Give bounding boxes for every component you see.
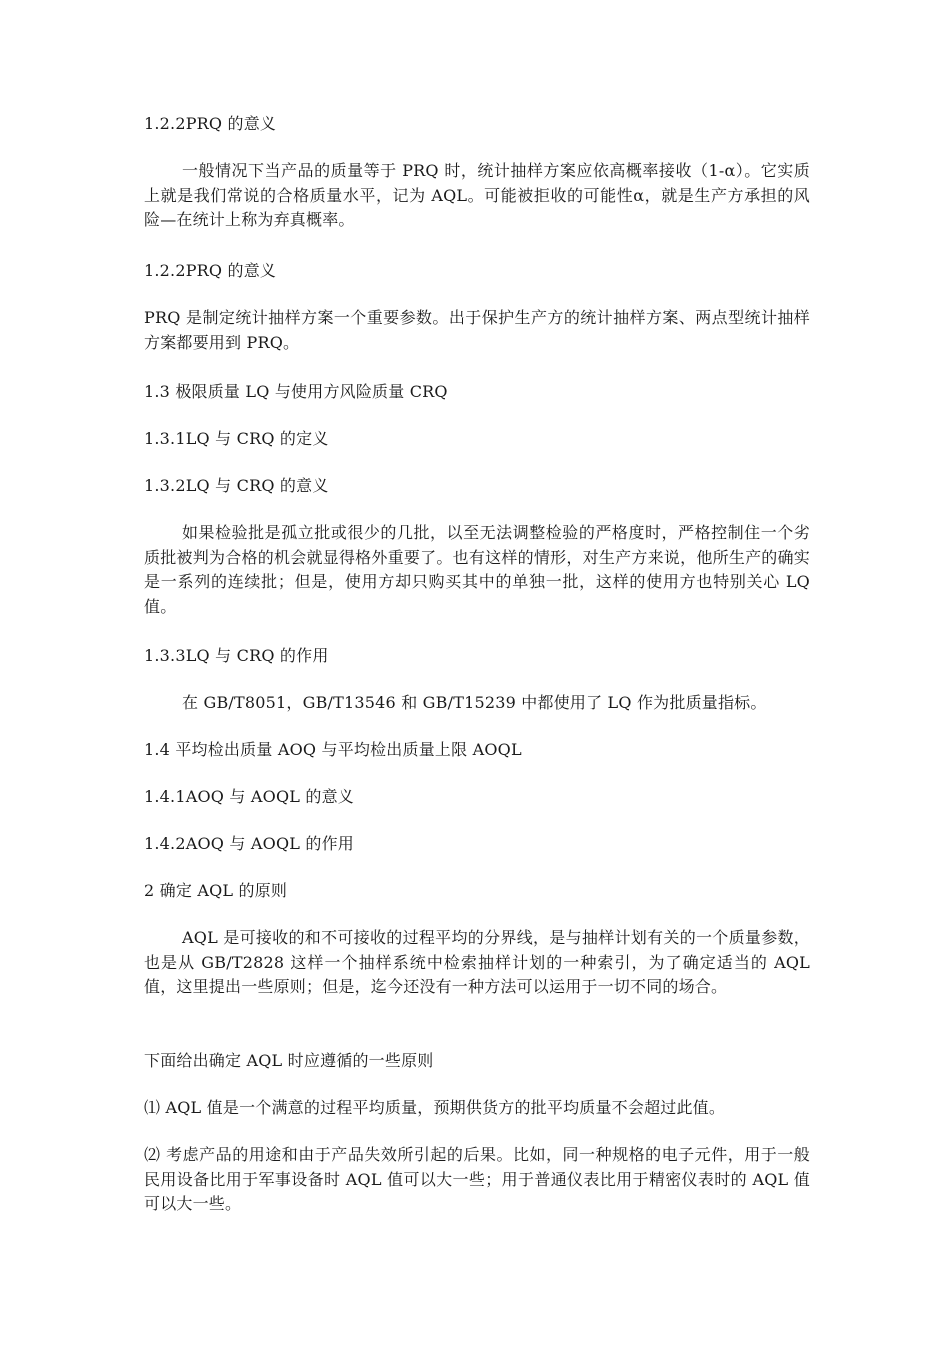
section-heading-1-2-2: 1.2.2PRQ 的意义 xyxy=(144,114,277,133)
section-heading-1-4: 1.4 平均检出质量 AOQ 与平均检出质量上限 AOQL xyxy=(144,740,522,759)
section-heading-1-3-1: 1.3.1LQ 与 CRQ 的定义 xyxy=(144,429,329,448)
paragraph-prq-parameter: PRQ 是制定统计抽样方案一个重要参数。出于保护生产方的统计抽样方案、两点型统计抽样方案都要用到 PRQ。 xyxy=(144,308,810,352)
paragraph-lq-usage: 在 GB/T8051，GB/T13546 和 GB/T15239 中都使用了 LQ 作为批质量指标。 xyxy=(182,693,767,712)
paragraph-following-principles: 下面给出确定 AQL 时应遵循的一些原则 xyxy=(144,1051,434,1070)
paragraph-lq-meaning: 如果检验批是孤立批或很少的几批，以至无法调整检验的严格度时，严格控制住一个劣质批被判为合格的机会就显得格外重要了。也有这样的情形，对生产方来说，他所生产的确实是一系列的连续批；但是，使用方却只购买其中的单独一批，这样的使用方也特别关心 LQ 值。 xyxy=(144,523,810,616)
list-item-rule-2: ⑵ 考虑产品的用途和由于产品失效所引起的后果。比如，同一种规格的电子元件，用于一般民用设备比用于军事设备时 AQL 值可以大一些；用于普通仪表比用于精密仪表时的 AQL 值可以大一些。 xyxy=(144,1145,810,1213)
section-heading-1-4-1: 1.4.1AOQ 与 AOQL 的意义 xyxy=(144,787,354,806)
section-heading-1-3-2: 1.3.2LQ 与 CRQ 的意义 xyxy=(144,476,329,495)
section-heading-2: 2 确定 AQL 的原则 xyxy=(144,881,288,900)
section-heading-1-4-2: 1.4.2AOQ 与 AOQL 的作用 xyxy=(144,834,354,853)
section-heading-1-2-2-repeat: 1.2.2PRQ 的意义 xyxy=(144,261,277,280)
paragraph-prq-meaning: 一般情况下当产品的质量等于 PRQ 时，统计抽样方案应依高概率接收（1-α）。它实质上就是我们常说的合格质量水平，记为 AQL。可能被拒收的可能性α，就是生产方承担的风险—在统计上称为弃真概率。 xyxy=(144,161,810,229)
section-heading-1-3-3: 1.3.3LQ 与 CRQ 的作用 xyxy=(144,646,329,665)
paragraph-aql-principle: AQL 是可接收的和不可接收的过程平均的分界线，是与抽样计划有关的一个质量参数，也是从 GB/T2828 这样一个抽样系统中检索抽样计划的一种索引，为了确定适当的 AQL 值，这里提出一些原则；但是，迄今还没有一种方法可以运用于一切不同的场合。 xyxy=(144,928,810,996)
section-heading-1-3: 1.3 极限质量 LQ 与使用方风险质量 CRQ xyxy=(144,382,448,401)
list-item-rule-1: ⑴ AQL 值是一个满意的过程平均质量，预期供货方的批平均质量不会超过此值。 xyxy=(144,1098,726,1117)
